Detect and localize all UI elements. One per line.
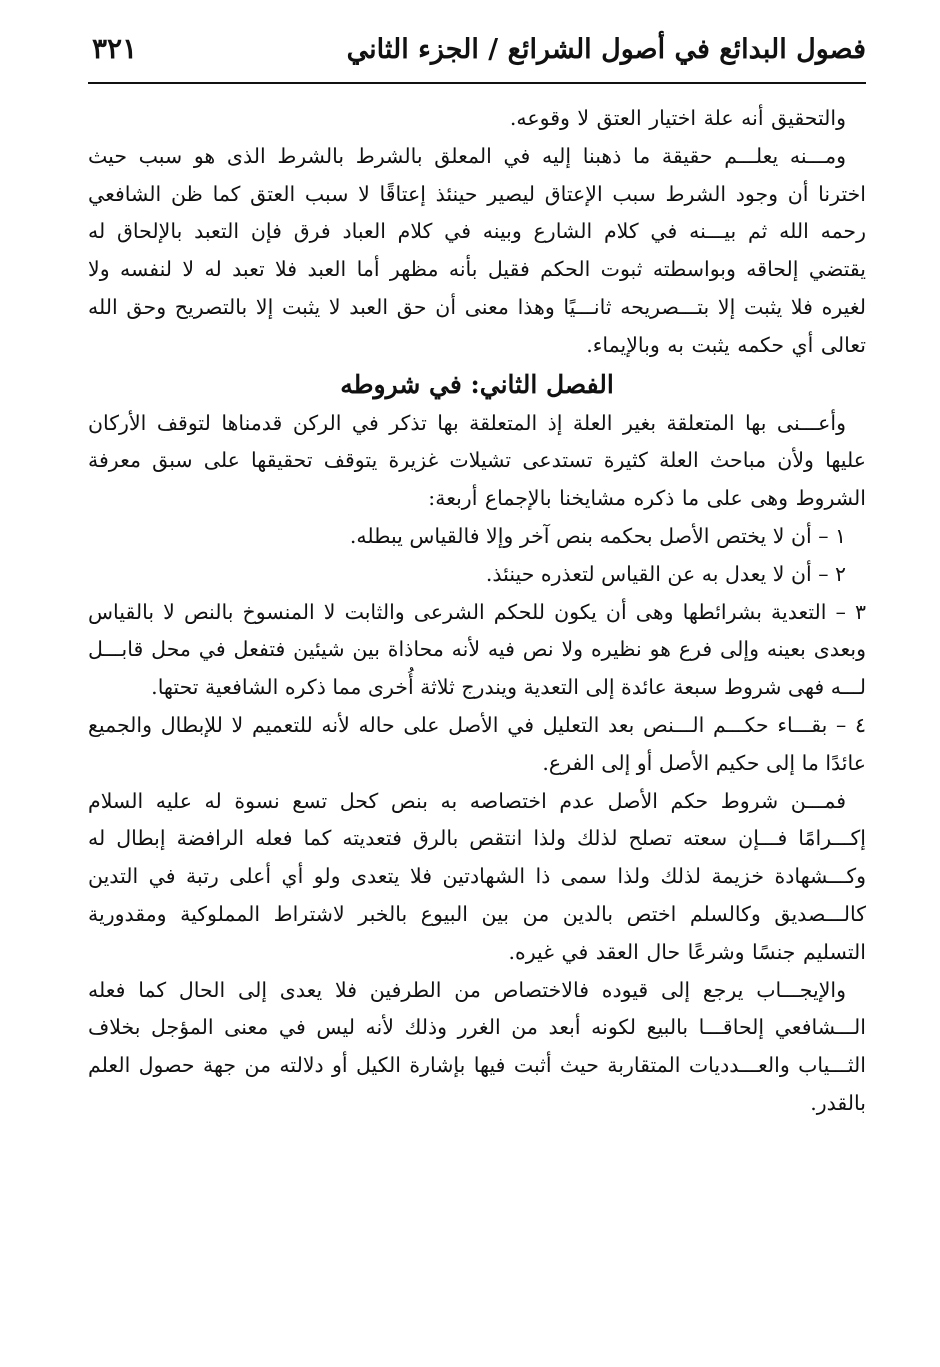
paragraph-verification: والتحقيق أنه علة اختيار العتق لا وقوعه. xyxy=(509,106,846,130)
paragraph-conditions-intro: وأعـــنى بها المتعلقة بغير العلة إذ المتعلقة بها تذكر في الركن قدمناها لتوقف الأركان عليها ولأن مباحث العلة كثيرة تستدعى تشيلات غزيرة يتوقف تحقيقها على سبق معرفة الشروط وهى على ما ذكره مشايخنا بالإجماع أربعة: xyxy=(88,410,866,511)
paragraph-conditional: ومـــنه يعلـــم حقيقة ما ذهبنا إليه في المعلق بالشرط بالشرط الذى هو سبب حيث اخترنا أن وجود الشرط سبب الإعتاق ليصير حينئذ إعتاقًا لا سبب العتق كما ظن الشافعي رحمه الله ثم بيـــنه في كلام الشارع وبينه في كلام العباد فرق فإن التعبد بالإلحاق له يقتضي إلحاقه وبواسطته ثبوت الحكم فقيل بأنه مظهر أما العبد فلا تعبد له لا لنفسه ولا لغيره فلا يثبت إلا بتـــصريحه ثانـــيًا وهذا معنى أن حق العبد لا يثبت إلا بالتصريح وحق الله تعالى أي حكمه يثبت به وبالإيماء. xyxy=(88,143,866,357)
header-title: فصول البدائع في أصول الشرائع / الجزء الثاني xyxy=(346,34,866,65)
running-header xyxy=(88,26,866,84)
condition-item-4: ٤ – بقـــاء حكـــم الـــنص بعد التعليل في الأصل على حاله لأنه للتعميم لا للإبطال والجميع عائدًا ما إلى حكيم الأصل أو إلى الفرع. xyxy=(88,712,866,775)
paragraph-obligation: والإيجـــاب يرجع إلى قيوده فالاختصاص من الطرفين فلا يعدى إلى الحال كما فعله الـــشافعي إلحاقـــا بالبيع لكونه أبعد من الغرر وذلك لأنه ليس في معنى المؤجل بخلاف الثـــياب والعـــدديات المتقاربة حيث أثبت فيها بإشارة الكيل أو دلالته من جهة حصول العلم بالقدر. xyxy=(88,977,866,1115)
section-title: الفصل الثاني: في شروطه xyxy=(340,369,614,399)
condition-item-2: ٢ – أن لا يعدل به عن القياس لتعذره حينئذ. xyxy=(485,561,846,586)
condition-item-1: ١ – أن لا يختص الأصل بحكمه بنص آخر وإلا فالقياس يبطله. xyxy=(349,523,846,548)
condition-item-3: ٣ – التعدية بشرائطها وهى أن يكون للحكم الشرعى والثابت لا المنسوخ بالنص لا بالقياس وبعدى بعينه وإلى فرع هو نظيره ولا نص فيه لأنه محاذاة بين شيئين فتفعل في محل قابـــل لـــه فهى شروط سبعة عائدة إلى التعدية ويندرج ثلاثة أُخرى مما ذكره الشافعية تحتها. xyxy=(88,599,866,700)
paragraph-original-ruling: فمـــن شروط حكم الأصل عدم اختصاصه به بنص كحل تسع نسوة له عليه السلام إكـــرامًا فـــإن سعته تصلح لذلك ولذا انتقص بالرق فتعديته كما فعله الرافضة إبطال له وكـــشهادة خزيمة لذلك ولذا سمى ذا الشهادتين فلا يتعدى ولو أي أعلى رتبة في التدين كالـــصديق وكالسلم اختص بالدين من بين البيوع بالخبر لاشتراط المملوكية ومقدورية التسليم جنسًا وشرعًا حال العقد في غيره. xyxy=(88,788,866,964)
page-body xyxy=(88,100,866,1123)
page-number: ٣٢١ xyxy=(92,32,138,65)
